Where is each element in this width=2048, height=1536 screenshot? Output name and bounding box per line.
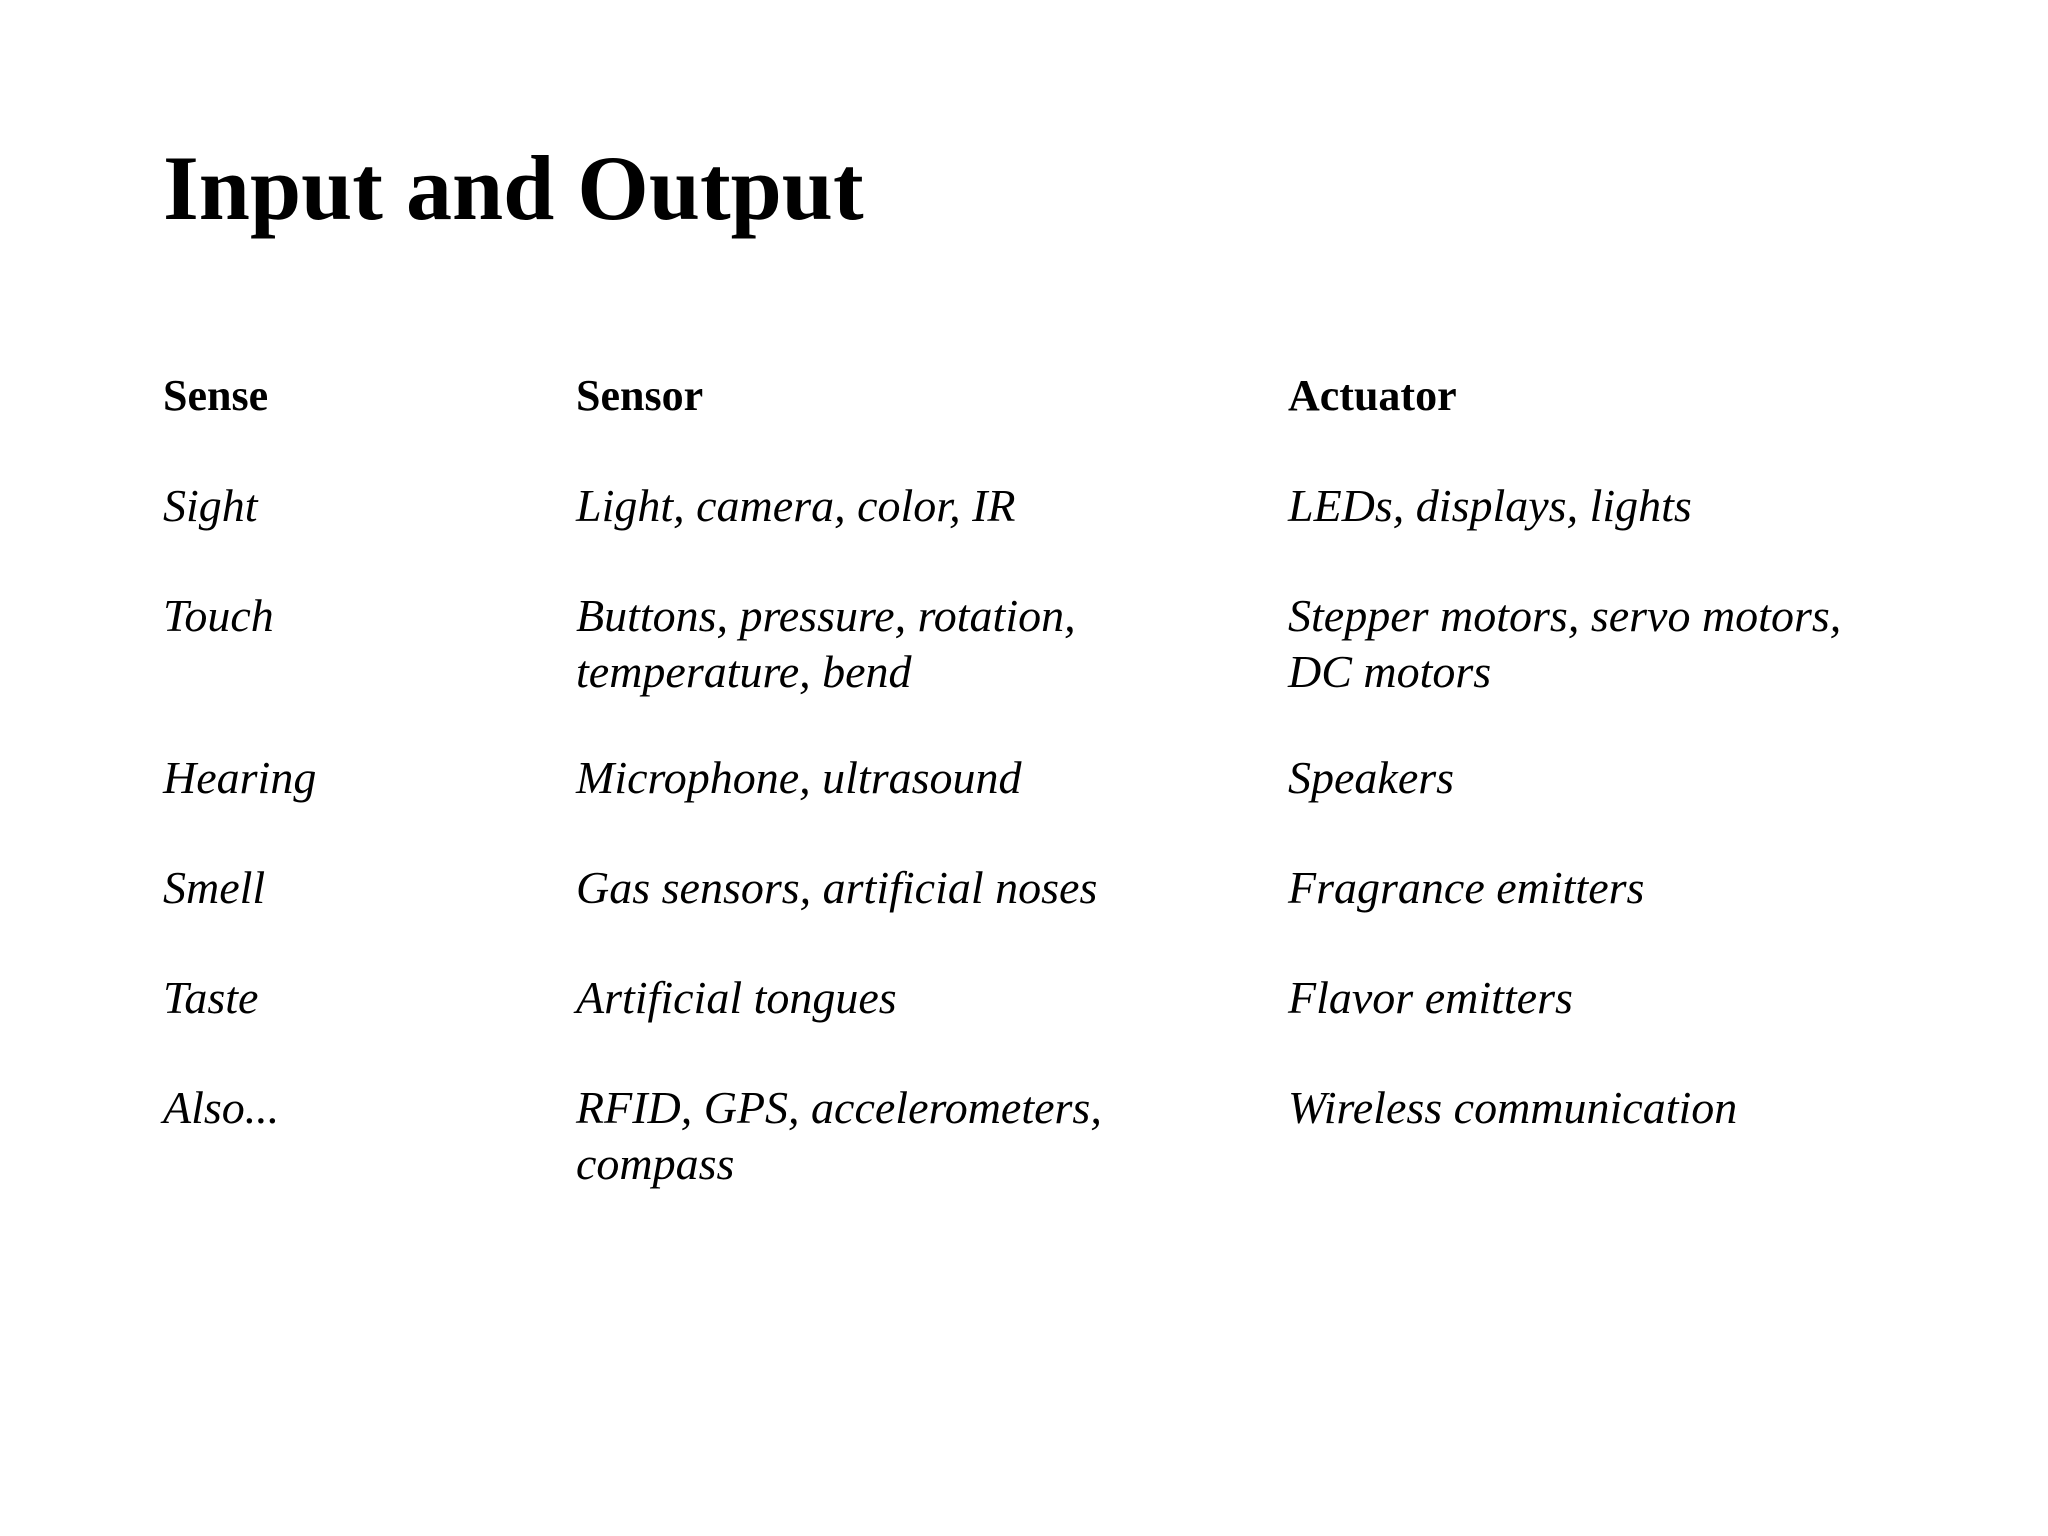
actuator-cell: Fragrance emitters	[1288, 862, 1645, 913]
header-sensor: Sensor	[576, 371, 704, 420]
sense-cell: Also...	[163, 1082, 280, 1133]
actuator-cell: LEDs, displays, lights	[1288, 480, 1692, 531]
header-actuator: Actuator	[1288, 371, 1457, 420]
table-row	[163, 588, 1963, 750]
sense-cell: Smell	[163, 862, 266, 913]
sensor-cell: Buttons, pressure, rotation, temperature, bend	[576, 590, 1076, 697]
slide-title: Input and Output	[163, 137, 864, 239]
sensor-cell: Microphone, ultrasound	[576, 752, 1022, 803]
sensor-cell: Artificial tongues	[576, 972, 897, 1023]
sense-cell: Sight	[163, 480, 258, 531]
actuator-cell: Speakers	[1288, 752, 1455, 803]
sense-cell: Taste	[163, 972, 259, 1023]
sensor-cell: Gas sensors, artificial noses	[576, 862, 1098, 913]
sense-table	[163, 368, 1963, 1190]
sensor-cell: Light, camera, color, IR	[576, 480, 1016, 531]
table-row	[163, 860, 1963, 970]
actuator-cell: Stepper motors, servo motors, DC motors	[1288, 590, 1842, 697]
table-row	[163, 1080, 1963, 1190]
actuator-cell: Flavor emitters	[1288, 972, 1573, 1023]
header-sense: Sense	[163, 371, 269, 420]
actuator-cell: Wireless communication	[1288, 1082, 1738, 1133]
table-row	[163, 750, 1963, 860]
table-row	[163, 478, 1963, 588]
sensor-cell: RFID, GPS, accelerometers, compass	[576, 1082, 1102, 1189]
sense-cell: Touch	[163, 590, 274, 641]
table-row	[163, 970, 1963, 1080]
table-header-row	[163, 368, 1963, 478]
sense-cell: Hearing	[163, 752, 317, 803]
